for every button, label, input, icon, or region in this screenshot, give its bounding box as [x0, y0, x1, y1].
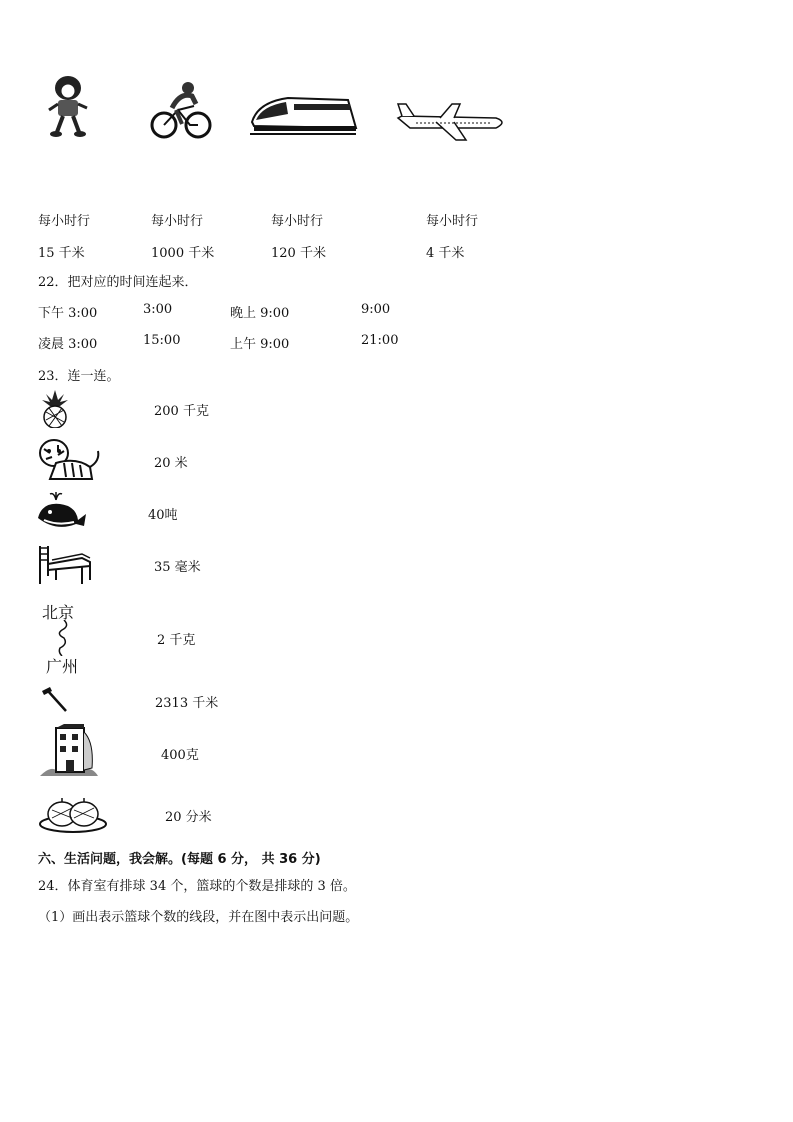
- measure-value: 2313 千米: [155, 696, 219, 711]
- route-map-icon: [40, 600, 84, 678]
- time-cell: 上午 9:00: [230, 337, 290, 352]
- time-cell: 晚上 9:00: [230, 306, 290, 321]
- rate-label-2: 每小时行: [151, 214, 204, 229]
- speed-value-3: 120 千米: [271, 246, 326, 261]
- rate-label-4: 每小时行: [426, 214, 479, 229]
- time-cell: 3:00: [143, 302, 173, 317]
- measure-value: 40吨: [148, 508, 178, 523]
- rate-label-3: 每小时行: [271, 214, 324, 229]
- q24-text: 24．体育室有排球 34 个，篮球的个数是排球的 3 倍。: [38, 879, 356, 894]
- time-cell: 凌晨 3:00: [38, 337, 98, 352]
- airplane-icon: [396, 100, 508, 142]
- cyclist-icon: [150, 80, 212, 140]
- train-icon: [248, 92, 358, 138]
- time-cell: 下午 3:00: [38, 306, 98, 321]
- q24-sub1: （1）画出表示篮球个数的线段，并在图中表示出问题。: [38, 910, 359, 925]
- measure-value: 20 分米: [165, 810, 212, 825]
- section-title: 六、生活问题，我会解。(每题 6 分， 共 36 分): [38, 852, 321, 867]
- speed-value-4: 4 千米: [426, 246, 465, 261]
- q22-title: 22．把对应的时间连起来．: [38, 275, 198, 290]
- fruit-plate-icon: [38, 794, 108, 834]
- map-city-bottom: 广州: [46, 657, 79, 676]
- rate-label-1: 每小时行: [38, 214, 91, 229]
- measure-value: 2 千克: [157, 633, 196, 648]
- pineapple-icon: [38, 390, 72, 428]
- measure-value: 20 米: [154, 456, 188, 471]
- measure-value: 35 毫米: [154, 560, 201, 575]
- speed-value-2: 1000 千米: [151, 246, 215, 261]
- building-icon: [38, 722, 100, 778]
- measure-value: 200 千克: [154, 404, 209, 419]
- bed-icon: [38, 540, 92, 586]
- q23-title: 23．连一连。: [38, 369, 120, 384]
- time-cell: 9:00: [361, 302, 391, 317]
- whale-icon: [36, 490, 88, 532]
- nail-icon: [40, 685, 68, 713]
- time-cell: 15:00: [143, 333, 181, 348]
- walking-child-icon: [44, 74, 92, 138]
- tiger-icon: [36, 437, 102, 483]
- speed-value-1: 15 千米: [38, 246, 85, 261]
- measure-value: 400克: [161, 748, 199, 763]
- time-cell: 21:00: [361, 333, 399, 348]
- map-city-top: 北京: [42, 603, 75, 622]
